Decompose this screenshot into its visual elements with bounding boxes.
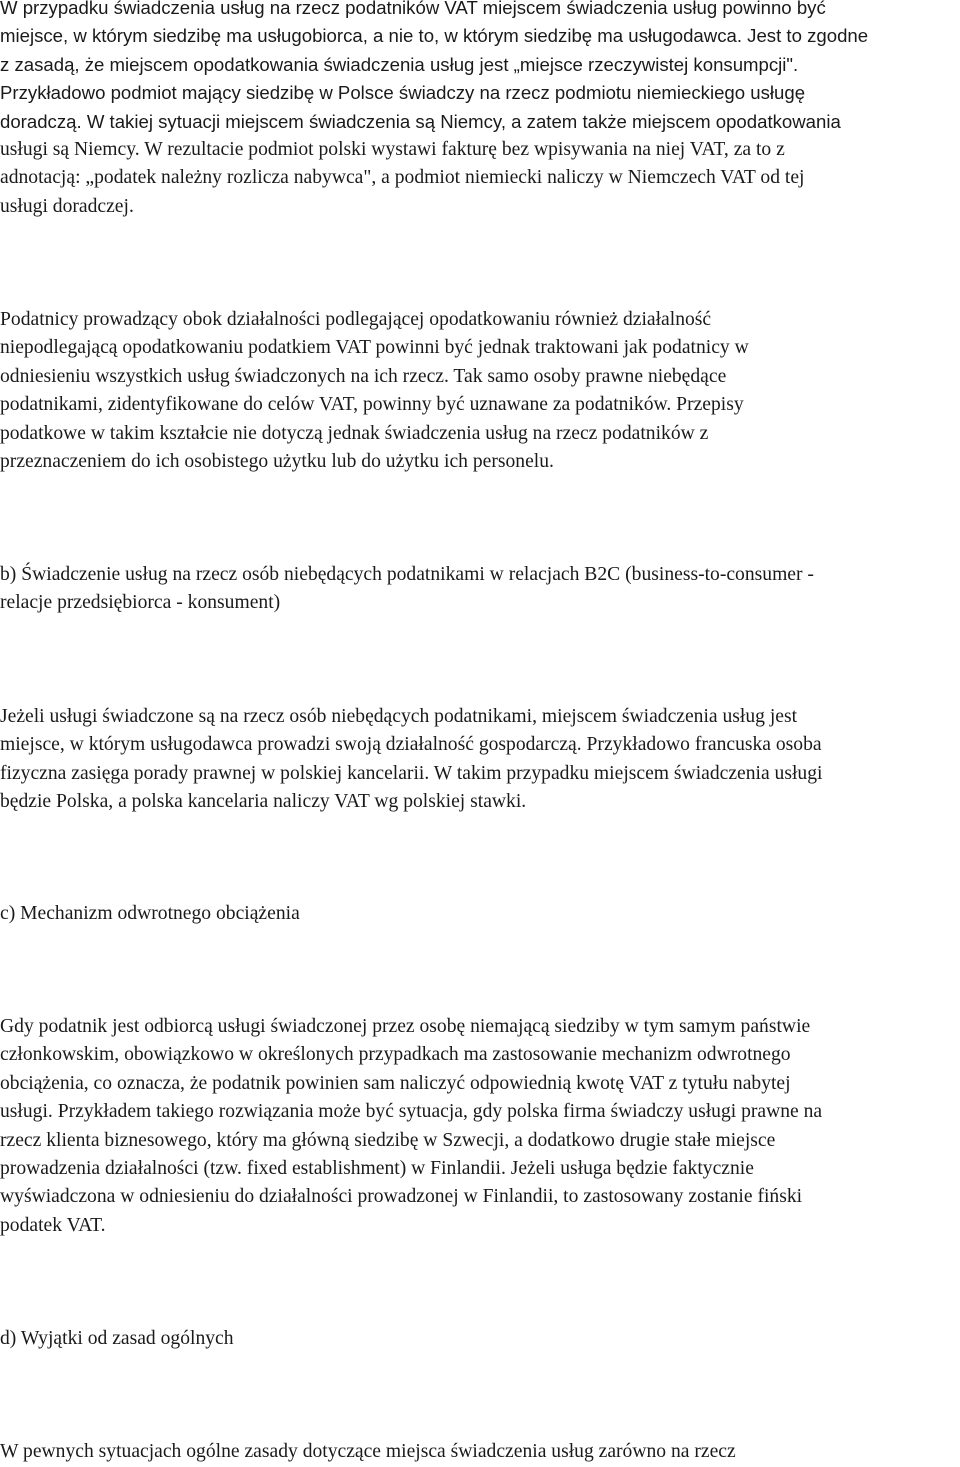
text-line: usługi. Przykładem takiego rozwiązania może być sytuacja, gdy polska firma świadczy usługi prawne na bbox=[0, 1101, 823, 1123]
text-line: odniesieniu wszystkich usług świadczonych na ich rzecz. Tak samo osoby prawne niebędące bbox=[0, 365, 727, 387]
text-line: podatkowe w takim kształcie nie dotyczą jednak świadczenia usług na rzecz podatników z bbox=[0, 422, 709, 444]
text-line: członkowskim, obowiązkowo w określonych przypadkach ma zastosowanie mechanizm odwrotnego bbox=[0, 1044, 791, 1066]
text-line: usługi doradczej. bbox=[0, 195, 134, 217]
text-line: doradczą. W takiej sytuacji miejscem świadczenia są Niemcy, a zatem także miejscem opodatkowania bbox=[0, 110, 841, 132]
text-line: W przypadku świadczenia usług na rzecz podatników VAT miejscem świadczenia usług powinno być bbox=[0, 0, 826, 18]
text-line: będzie Polska, a polska kancelaria naliczy VAT wg polskiej stawki. bbox=[0, 791, 527, 813]
text-line: Jeżeli usługi świadczone są na rzecz osób niebędących podatnikami, miejscem świadczenia usług jest bbox=[0, 706, 798, 727]
text-line: niepodlegającą opodatkowaniu podatkiem VAT powinni być jednak traktowani jak podatnicy w bbox=[0, 337, 749, 359]
text-line: wyświadczona w odniesieniu do działalności prowadzonej w Finlandii, to zastosowany zostanie fiński bbox=[0, 1186, 803, 1208]
text-line: adnotacją: „podatek należny rozlicza nabywca", a podmiot niemiecki naliczy w Niemczech VAT od tej bbox=[0, 167, 805, 189]
text-line: prowadzenia działalności (tzw. fixed establishment) w Finlandii. Jeżeli usługa będzie faktycznie bbox=[0, 1157, 754, 1179]
text-line: Gdy podatnik jest odbiorcą usługi świadczonej przez osobę niemającą siedziby w tym samym państwie bbox=[0, 1016, 811, 1037]
paragraph-taxpayers-non-taxable bbox=[0, 306, 958, 476]
text-line: podatek VAT. bbox=[0, 1214, 106, 1236]
text-line: Przykładowo podmiot mający siedzibę w Polsce świadczy na rzecz podmiotu niemieckiego usługę bbox=[0, 82, 806, 104]
text-line: b) Świadczenie usług na rzecz osób niebędących podatnikami w relacjach B2C (business-to-consumer - bbox=[0, 564, 814, 585]
text-line: fizyczna zasięga porady prawnej w polskiej kancelarii. W takim przypadku miejscem świadczenia usługi bbox=[0, 762, 823, 784]
text-line: d) Wyjątki od zasad ogólnych bbox=[0, 1328, 234, 1349]
paragraph-b2c-body bbox=[0, 703, 958, 817]
paragraph-exceptions-body bbox=[0, 1438, 958, 1466]
text-line: miejsce, w którym usługodawca prowadzi swoją działalność gospodarczą. Przykładowo francuska osoba bbox=[0, 734, 822, 756]
text-line: rzecz klienta biznesowego, który ma główną siedzibę w Szwecji, a dodatkowo drugie stałe miejsce bbox=[0, 1129, 776, 1151]
text-line: c) Mechanizm odwrotnego obciążenia bbox=[0, 903, 300, 924]
section-heading-reverse-charge bbox=[0, 900, 958, 928]
text-line: z zasadą, że miejscem opodatkowania świadczenia usług jest „miejsce rzeczywistej konsumpcji". bbox=[0, 53, 799, 75]
section-heading-b2c bbox=[0, 561, 958, 618]
text-line: miejsce, w którym siedzibę ma usługobiorca, a nie to, w którym siedzibę ma usługodawca. Jest to zgodne bbox=[0, 25, 869, 47]
text-line: przeznaczeniem do ich osobistego użytku lub do użytku ich personelu. bbox=[0, 450, 554, 472]
paragraph-reverse-charge-body bbox=[0, 1013, 958, 1240]
text-line: Podatnicy prowadzący obok działalności podlegającej opodatkowaniu również działalność bbox=[0, 309, 712, 330]
section-heading-exceptions bbox=[0, 1325, 958, 1353]
text-line: relacje przedsiębiorca - konsument) bbox=[0, 592, 281, 614]
text-line: obciążenia, co oznacza, że podatnik powinien sam naliczyć odpowiednią kwotę VAT z tytułu nabytej bbox=[0, 1072, 791, 1094]
text-line: W pewnych sytuacjach ogólne zasady dotyczące miejsca świadczenia usług zarówno na rzecz bbox=[0, 1441, 736, 1462]
paragraph-intro-vat-b2b bbox=[0, 0, 958, 221]
text-line: usługi są Niemcy. W rezultacie podmiot polski wystawi fakturę bez wpisywania na niej VAT, za to z bbox=[0, 138, 785, 160]
text-line: podatnikami, zidentyfikowane do celów VAT, powinny być uznawane za podatników. Przepisy bbox=[0, 394, 744, 416]
